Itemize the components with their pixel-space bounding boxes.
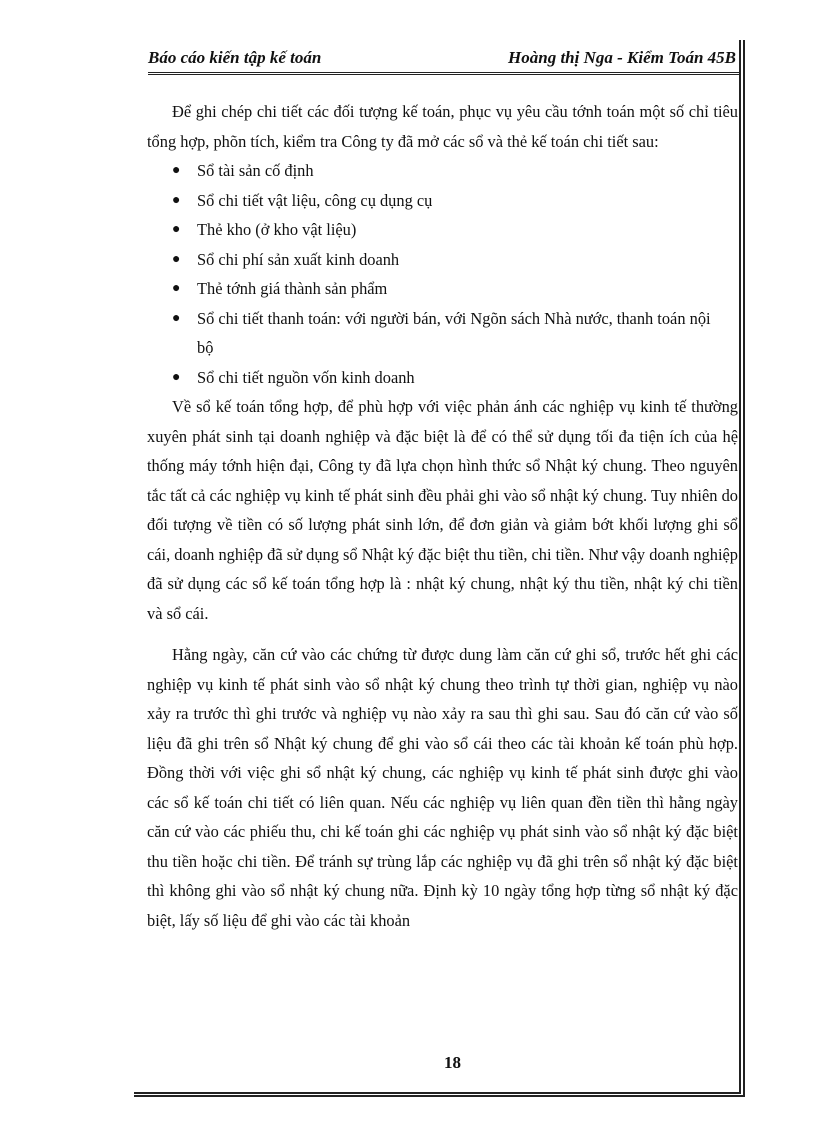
daily-procedure-paragraph: Hằng ngày, căn cứ vào các chứng từ được dung làm căn cứ ghi sổ, trước hết ghi các nghiệp vụ kinh tế phát sinh vào sổ nhật ký chung theo trình tự thời gian, nghiệp vụ nào xảy ra trước thì ghi trước và nghiệp vụ nào xảy ra sau thì ghi sau. Sau đó căn cứ vào số liệu đã ghi trên sổ Nhật ký chung để ghi vào sổ cái theo các tài khoản kế toán phù hợp. Đồng thời với việc ghi sổ nhật ký chung, các nghiệp vụ kinh tế phát sinh được ghi vào các sổ kế toán chi tiết có liên quan. Nếu các nghiệp vụ liên quan đền tiền thì hằng ngày căn cứ vào các phiếu thu, chi kế toán ghi các nghiệp vụ phát sinh vào sổ nhật ký đặc biệt thu tiền hoặc chi tiền. Để tránh sự trùng lắp các nghiệp vụ đã ghi trên sổ nhật ký đặc biệt thì không ghi vào sổ nhật ký chung nữa. Định kỳ 10 ngày tổng hợp từng sổ nhật ký đặc biệt, lấy số liệu để ghi vào các tài khoản <box>147 645 738 930</box>
list-item <box>147 156 738 186</box>
page-number: 18 <box>444 1053 461 1072</box>
header-author: Hoàng thị Nga - Kiểm Toán 45B <box>508 48 736 67</box>
list-item-text: Sổ chi phí sản xuất kinh doanh <box>197 249 400 269</box>
document-body <box>147 97 738 935</box>
list-item-text: Thẻ kho (ở kho vật liệu) <box>197 220 357 239</box>
bullet-icon: ● <box>172 222 181 237</box>
list-item <box>147 186 738 216</box>
page-header <box>148 48 740 75</box>
list-item <box>147 304 738 363</box>
bullet-icon: ● <box>172 281 181 296</box>
bullet-icon: ● <box>172 251 181 267</box>
ledger-list <box>147 156 738 392</box>
bullet-icon: ● <box>172 192 181 208</box>
list-item-text: Sổ chi tiết vật liệu, công cụ dụng cụ <box>197 190 433 210</box>
general-ledger-paragraph: Về sổ kế toán tổng hợp, để phù hợp với việc phản ánh các nghiệp vụ kinh tế thường xuyên phát sinh tại doanh nghiệp và đặc biệt là để có thể sử dụng tối đa tiện ích của hệ thống máy tớnh hiện đại, Công ty đã lựa chọn hình thức sổ Nhật ký chung. Theo nguyên tắc tất cả các nghiệp vụ kinh tế phát sinh đều phải ghi vào sổ nhật ký chung. Tuy nhiên do đối tượng về tiền có số lượng phát sinh lớn, để đơn giản và giảm bớt khối lượng ghi sổ cái, doanh nghiệp đã sử dụng sổ Nhật ký đặc biệt thu tiền, chi tiền. Như vậy doanh nghiệp đã sử dụng các sổ kế toán tổng hợp là : nhật ký chung, nhật ký thu tiền, nhật ký chi tiền và sổ cái. <box>147 397 738 623</box>
list-item <box>147 245 738 275</box>
list-item <box>147 274 738 304</box>
bullet-icon: ● <box>172 310 181 326</box>
list-item-text: Sổ chi tiết nguồn vốn kinh doanh <box>197 367 415 387</box>
intro-paragraph: Để ghi chép chi tiết các đối tượng kế toán, phục vụ yêu cầu tớnh toán một số chỉ tiêu tổng hợp, phõn tích, kiểm tra Công ty đã mở các sổ và thẻ kế toán chi tiết sau: <box>147 102 738 151</box>
header-report-title: Báo cáo kiến tập kế toán <box>148 48 322 67</box>
bullet-icon: ● <box>172 369 181 385</box>
list-item <box>147 363 738 393</box>
list-item-text: Sổ tài sản cố định <box>197 161 314 180</box>
bullet-icon: ● <box>172 163 181 178</box>
list-item-text: Sổ chi tiết thanh toán: với người bán, với Ngõn sách Nhà nước, thanh toán nội bộ <box>197 308 711 357</box>
list-item-text: Thẻ tớnh giá thành sản phẩm <box>197 279 388 298</box>
list-item <box>147 215 738 245</box>
